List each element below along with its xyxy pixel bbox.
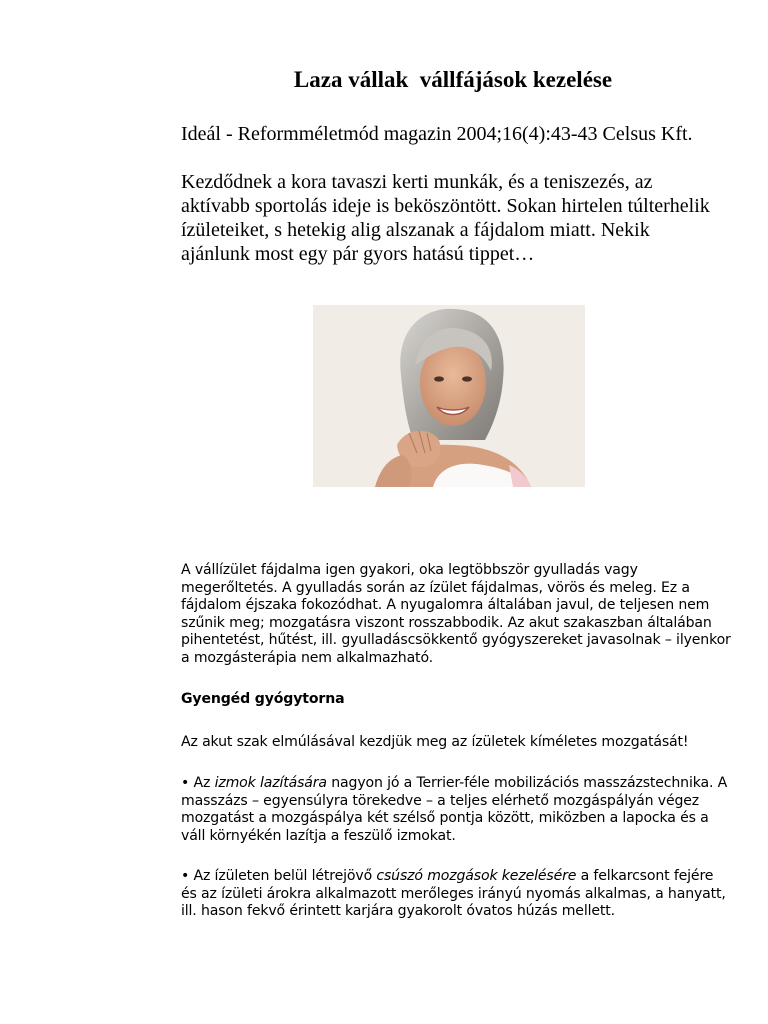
bullet-muscle-relaxation [181,775,731,845]
bullet-prefix: • Az ízületen belül létrejövő [181,868,377,884]
article-source: Ideál - Reformméletmód magazin 2004;16(4):43-43 Celsus Kft. [181,123,693,145]
bullet-emphasis: csúszó mozgások kezelésére [376,868,577,884]
article-title: Laza vállak vállfájások kezelése [293,67,613,92]
bullet-emphasis: izmok lazítására [214,775,327,791]
bullet-text: nagyon jó a Terrier-féle mobilizációs masszázstechnika. A masszázs – egyensúlyra törekedve – a teljes elérhető mozgáspályán végez mozgatást a mozgáspálya két szélső pontja között, miközben a lapocka és a váll környékén lazítja a feszülő izmokat. [181,775,728,844]
paragraph-shoulder-pain: A vállízület fájdalma igen gyakori, oka legtöbbször gyulladás vagy megerőltetés. A gyulladás során az ízület fájdalmas, vörös és meleg. Ez a fájdalom éjszaka fokozódhat. A nyugalomra általában javul, de teljesen nem szűnik meg; mozgatásra viszont rosszabbodik. Az akut szakaszban általában pihentetést, hűtést, ill. gyulladáscsökkentő gyógyszereket javasolnak – ilyenkor a mozgásterápia nem alkalmazható. [181,562,731,666]
article-photo [313,305,585,487]
bullet-sliding-movements [181,868,731,921]
bullet-prefix: • Az [181,775,215,791]
bullet-text: a felkarcsont fejére és az ízületi árokra alkalmazott merőleges irányú nyomás alkalmas, a hanyatt, ill. hason fekvő érintett karjára gyakorolt óvatos húzás mellett. [181,868,726,920]
paragraph-gentle-movement: Az akut szak elmúlásával kezdjük meg az ízületek kíméletes mozgatását! [181,734,689,750]
article-intro: Kezdődnek a kora tavaszi kerti munkák, és a teniszezés, az aktívabb sportolás ideje is beköszöntött. Sokan hirtelen túlterhelik ízületeiket, s hetekig alig alszanak a fájdalom miatt. Nekik ajánlunk most egy pár gyors hatású tippet… [181,171,710,265]
section-heading: Gyengéd gyógytorna [181,691,345,707]
